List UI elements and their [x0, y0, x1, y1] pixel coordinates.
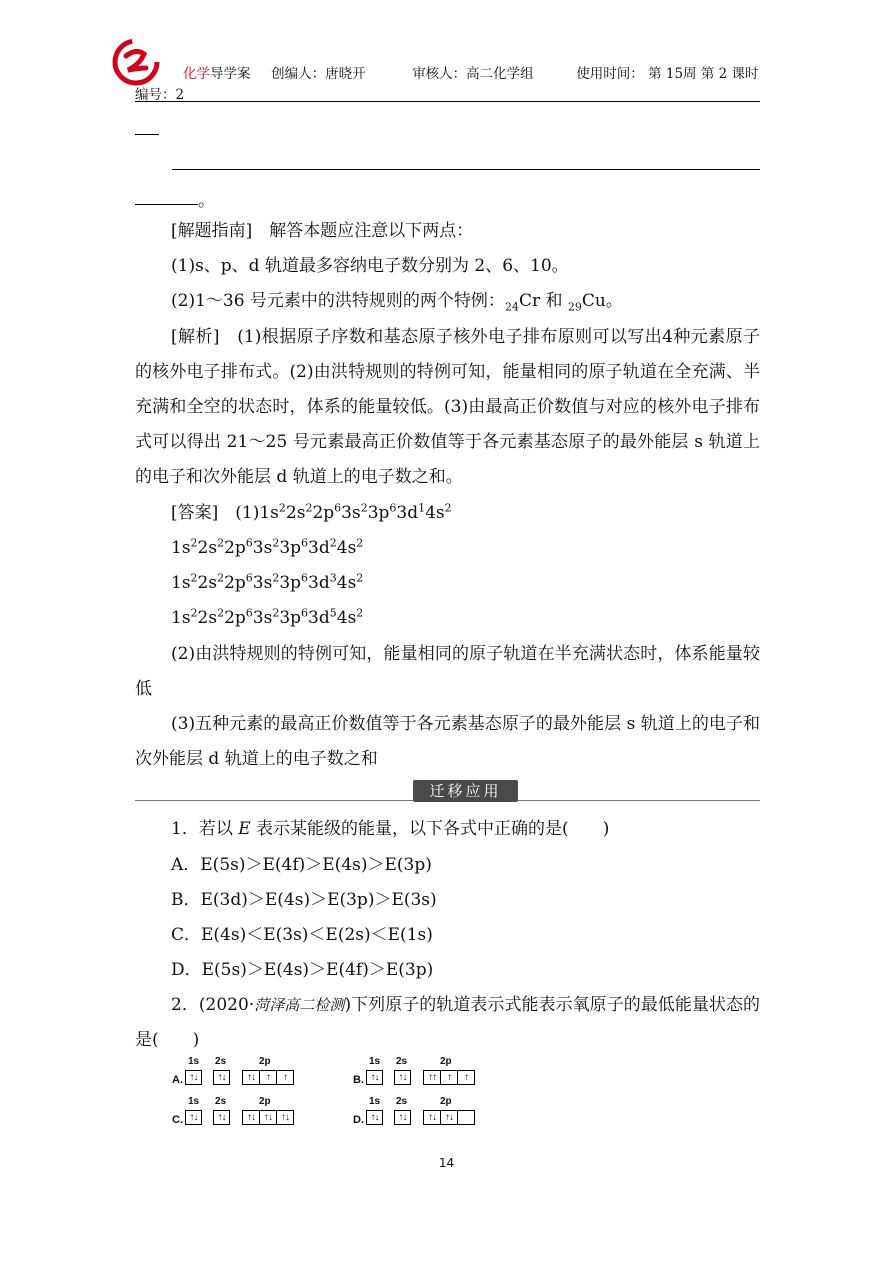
header-usage: 使用时间： 第 15周 第 2 课时 — [576, 66, 759, 82]
orbital-label-1s: 1s — [188, 1056, 200, 1067]
header-doc-type: 导学案 — [210, 66, 251, 82]
answer-line-2 — [135, 531, 760, 566]
orbital-option-letter: B. — [353, 1074, 364, 1086]
orbital-box-1s: ↑↓ — [366, 1110, 383, 1125]
header-serial: 编号：2 — [135, 87, 185, 103]
orbital-box-2p: ↑↓ — [259, 1110, 277, 1125]
orbital-option-letter: A. — [172, 1074, 183, 1086]
orbital-label-2s: 2s — [396, 1096, 408, 1107]
orbital-label-1s: 1s — [369, 1096, 381, 1107]
blank-line — [135, 204, 198, 205]
answer-part-2: (2)由洪特规则的特例可知，能量相同的原子轨道在半充满状态时，体系能量较低 — [135, 644, 760, 699]
question-1-option-d[interactable]: D．E(5s)＞E(4s)＞E(4f)＞E(3p) — [171, 960, 434, 980]
question-1-option-a[interactable]: A．E(5s)＞E(4f)＞E(4s)＞E(3p) — [171, 855, 432, 875]
guide-point-1: (1)s、p、d 轨道最多容纳电子数分别为 2、6、10。 — [171, 256, 569, 276]
orbital-box-2p: ↑↓ — [242, 1110, 260, 1125]
header-subject: 化学 — [183, 66, 210, 82]
question-1-option-b[interactable]: B．E(3d)＞E(4s)＞E(3p)＞E(3s) — [171, 890, 437, 910]
answer-line-3 — [135, 566, 760, 601]
blank-line — [135, 134, 159, 135]
answer-line-4 — [135, 601, 760, 636]
orbital-box-2p: ↑ — [440, 1070, 458, 1085]
orbital-option-letter: D. — [353, 1114, 364, 1126]
orbital-label-2s: 2s — [215, 1096, 227, 1107]
question-1-stem: 1．若以 E 表示某能级的能量，以下各式中正确的是( ) — [171, 819, 610, 839]
question-1-option-c[interactable]: C．E(4s)＜E(3s)＜E(2s)＜E(1s) — [171, 925, 433, 945]
section-banner: 迁移应用 — [413, 780, 518, 802]
solution-guide: [解题指南] 解答本题应注意以下两点： — [171, 221, 474, 241]
orbital-box-1s: ↑↓ — [185, 1070, 202, 1085]
orbital-label-2p: 2p — [440, 1056, 452, 1067]
orbital-box-1s: ↑↓ — [366, 1070, 383, 1085]
guide-point-2: (2)1～36 号元素中的洪特规则的两个特例：$_{24}$Cr 和 $_{29}$Cu。 — [171, 291, 623, 314]
header-reviewer: 审核人：高二化学组 — [412, 66, 534, 82]
page-header — [183, 62, 759, 82]
blank-end-mark: 。 — [198, 191, 215, 211]
orbital-box-2p — [457, 1110, 475, 1125]
orbital-label-2p: 2p — [259, 1056, 271, 1067]
orbital-box-2s: ↑↓ — [394, 1070, 411, 1085]
answer-line-1: [答案] $(1)1s^22s^22p^63s^23p^63d^14s^2$ — [171, 501, 452, 523]
blank-line — [172, 169, 760, 170]
orbital-box-2s: ↑↓ — [394, 1110, 411, 1125]
orbital-box-2p: ↑ — [276, 1070, 294, 1085]
orbital-box-2s: ↑↓ — [213, 1110, 230, 1125]
electron-configuration: $1s^22s^22p^63s^23p^63d^24s^2$ — [171, 536, 364, 558]
orbital-box-2p: ↑↓ — [242, 1070, 260, 1085]
electron-configuration: $1s^22s^22p^63s^23p^63d^34s^2$ — [171, 571, 364, 593]
orbital-box-2s: ↑↓ — [213, 1070, 230, 1085]
orbital-label-2s: 2s — [215, 1056, 227, 1067]
orbital-box-2p: ↑ — [259, 1070, 277, 1085]
electron-configuration: $1s^22s^22p^63s^23p^63d^54s^2$ — [171, 606, 364, 628]
orbital-option-letter: C. — [172, 1114, 183, 1126]
school-logo-icon — [112, 38, 160, 86]
orbital-box-2p: ↑↓ — [423, 1110, 441, 1125]
orbital-box-2p: ↑↓ — [276, 1110, 294, 1125]
orbital-label-2p: 2p — [259, 1096, 271, 1107]
electron-configuration: $1s^22s^22p^63s^23p^63d^14s^2$ — [259, 501, 452, 523]
header-author: 创编人：唐晓开 — [271, 66, 366, 82]
page-number: 14 — [438, 1156, 455, 1170]
analysis-paragraph: [解析] (1)根据原子序数和基态原子核外电子排布原则可以写出4种元素原子的核外电子排布式。(2)由洪特规则的特例可知，能量相同的原子轨道在全充满、半充满和全空的状态时，体系的能量较低。(3)由最高正价数值与对应的核外电子排布式可以得出 21～25 号元素最高正价数值等于各元素基态原子的最外能层 s 轨道上的电子和次外能层 d 轨道上的电子数之和。 — [135, 327, 760, 487]
orbital-box-2p: ↑↓ — [440, 1110, 458, 1125]
orbital-label-2s: 2s — [396, 1056, 408, 1067]
orbital-label-1s: 1s — [369, 1056, 381, 1067]
orbital-label-2p: 2p — [440, 1096, 452, 1107]
question-2-stem: 2．(2020·菏泽高二检测)下列原子的轨道表示式能表示氧原子的最低能量状态的是( ) — [135, 995, 760, 1050]
header-rule — [135, 101, 760, 102]
orbital-box-2p: ↑↑ — [423, 1070, 441, 1085]
orbital-box-1s: ↑↓ — [185, 1110, 202, 1125]
orbital-box-2p: ↑ — [457, 1070, 475, 1085]
answer-part-3: (3)五种元素的最高正价数值等于各元素基态原子的最外能层 s 轨道上的电子和次外能层 d 轨道上的电子数之和 — [135, 714, 760, 769]
orbital-label-1s: 1s — [188, 1096, 200, 1107]
